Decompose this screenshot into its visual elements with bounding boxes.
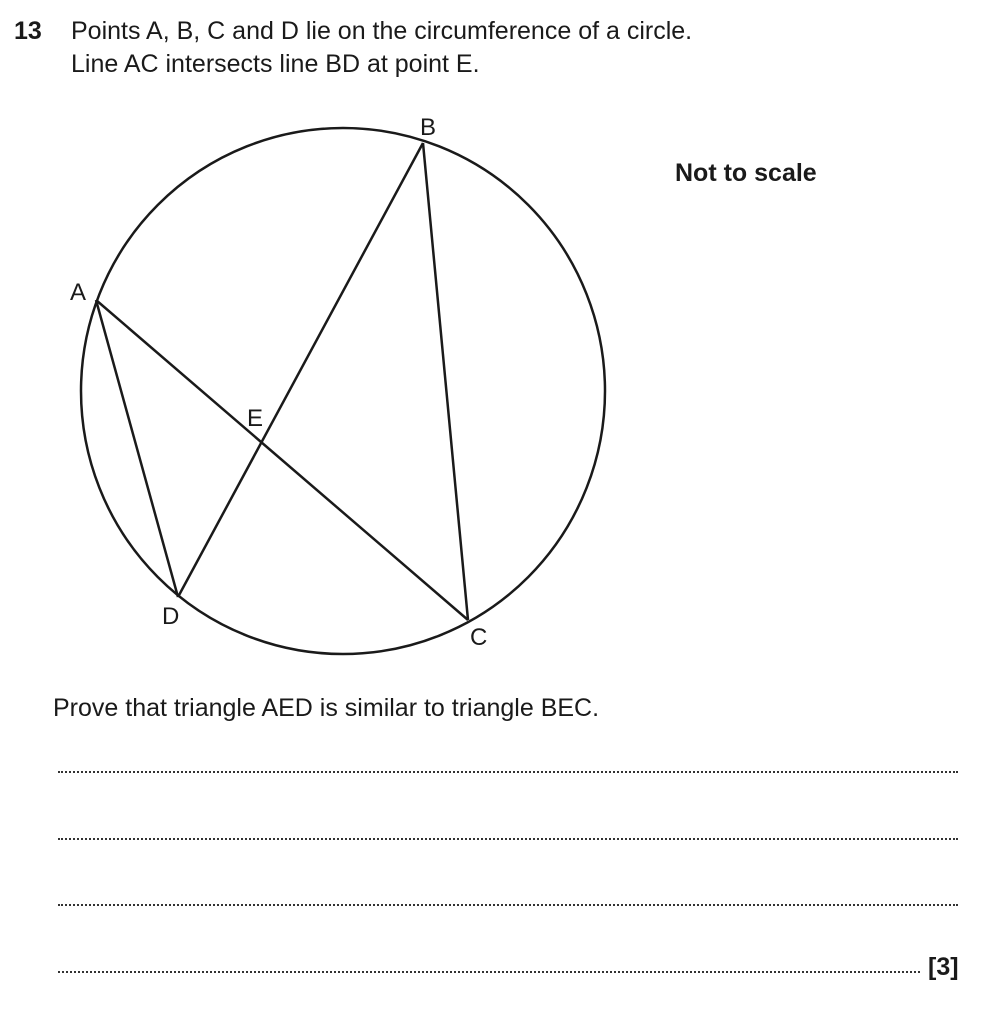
chord-bc	[423, 143, 468, 620]
label-point-e: E	[247, 405, 264, 432]
label-point-d: D	[162, 603, 180, 630]
answer-line[interactable]	[58, 904, 958, 906]
question-text-line-1: Points A, B, C and D lie on the circumference of a circle.	[71, 17, 693, 45]
answer-line[interactable]	[58, 971, 920, 973]
question-text-line-2: Line AC intersects line BD at point E.	[71, 50, 480, 78]
label-point-a: A	[70, 279, 87, 306]
answer-line[interactable]	[58, 771, 958, 773]
chord-bd	[178, 143, 423, 597]
question-number: 13	[14, 17, 42, 45]
not-to-scale-note: Not to scale	[675, 159, 817, 187]
circle	[81, 128, 605, 654]
marks-label: [3]	[928, 953, 959, 981]
label-point-b: B	[420, 114, 437, 141]
answer-line[interactable]	[58, 838, 958, 840]
circle-diagram	[0, 0, 700, 680]
label-point-c: C	[470, 624, 488, 651]
question-prompt: Prove that triangle AED is similar to triangle BEC.	[53, 694, 600, 722]
